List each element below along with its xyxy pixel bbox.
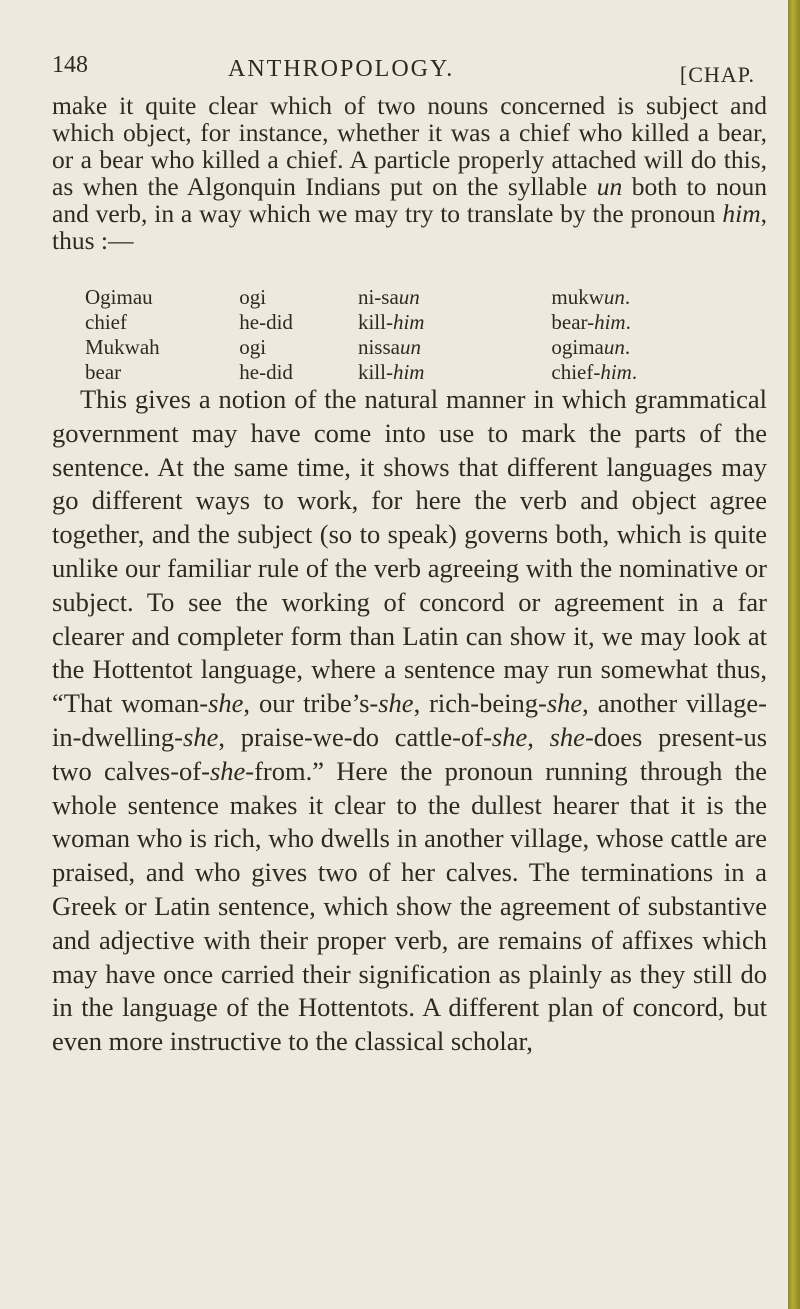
italic-syllable: un xyxy=(596,172,623,201)
example-word: Mukwah xyxy=(85,335,160,359)
example-word: ogimaun. xyxy=(551,335,631,359)
paragraph-main: This gives a notion of the natural manner in which grammatical government may have come into use to mark the parts of the sentence. At the same time, it shows that different languages may go different ways to work, for here the verb and object agree together, and the subject (so to speak) governs both, which is quite unlike our familiar rule of the verb agreeing with the nominative or subject. To see the working of concord or agreement in a far clearer and completer form than Latin can show it, we may look at the Hottentot language, where a sentence may run somewhat thus, “That woman-she, our tribe’s-she, rich-being-she, another village-in-dwelling-she, praise-we-do cattle-of-she, she-does present-us two calves-of-she-from.” Here the pronoun running through the whole sentence makes it clear to the dullest hearer that it is the woman who is rich, who dwells in another village, whose cattle are praised, and who gives two of her calves. The terminations in a Greek or Latin sentence, which show the agreement of substantive and adjective with their proper verb, are remains of affixes which may have once carried their signification as plainly as they still do in the language of the Hottentots. A different plan of concord, but even more instructive to the classical scholar, xyxy=(52,384,768,1057)
example-gloss: he-did xyxy=(239,360,293,384)
italic-pronoun: him xyxy=(722,199,761,228)
example-row xyxy=(85,360,765,385)
algonquin-example-table xyxy=(85,285,765,385)
example-gloss: chief xyxy=(85,310,127,334)
page-number: 148 xyxy=(52,52,88,78)
example-gloss: chief-him. xyxy=(551,360,638,384)
example-gloss: bear-him. xyxy=(551,310,631,334)
paragraph-intro xyxy=(52,92,767,254)
text-run: , thus :— xyxy=(52,199,767,255)
example-word: ni-saun xyxy=(357,285,420,309)
example-gloss: kill-him xyxy=(357,360,425,384)
example-row xyxy=(85,335,765,360)
chapter-mark: [CHAP. xyxy=(679,62,755,87)
text-run: both to noun and verb, in a way which we may try to translate by the pronoun xyxy=(52,172,767,228)
example-gloss: kill-him xyxy=(357,310,425,334)
example-word: nissaun xyxy=(357,335,421,359)
running-title: ANTHROPOLOGY. xyxy=(228,56,455,82)
page-edge xyxy=(788,0,800,1309)
text-run: make it quite clear which of two nouns concerned is subject and which object, for instance, whether it was a chief who killed a bear, or a bear who killed a chief. A particle properly attached will do this, as when the Algonquin Indians put on the syllable xyxy=(52,91,767,201)
example-word: mukwun. xyxy=(551,285,631,309)
page-header xyxy=(52,48,767,88)
example-word: ogi xyxy=(239,335,267,359)
example-word: Ogimau xyxy=(85,285,153,309)
example-gloss: bear xyxy=(85,360,122,384)
example-row xyxy=(85,285,765,310)
example-word: ogi xyxy=(239,285,267,309)
example-row xyxy=(85,310,765,335)
example-gloss: he-did xyxy=(239,310,293,334)
